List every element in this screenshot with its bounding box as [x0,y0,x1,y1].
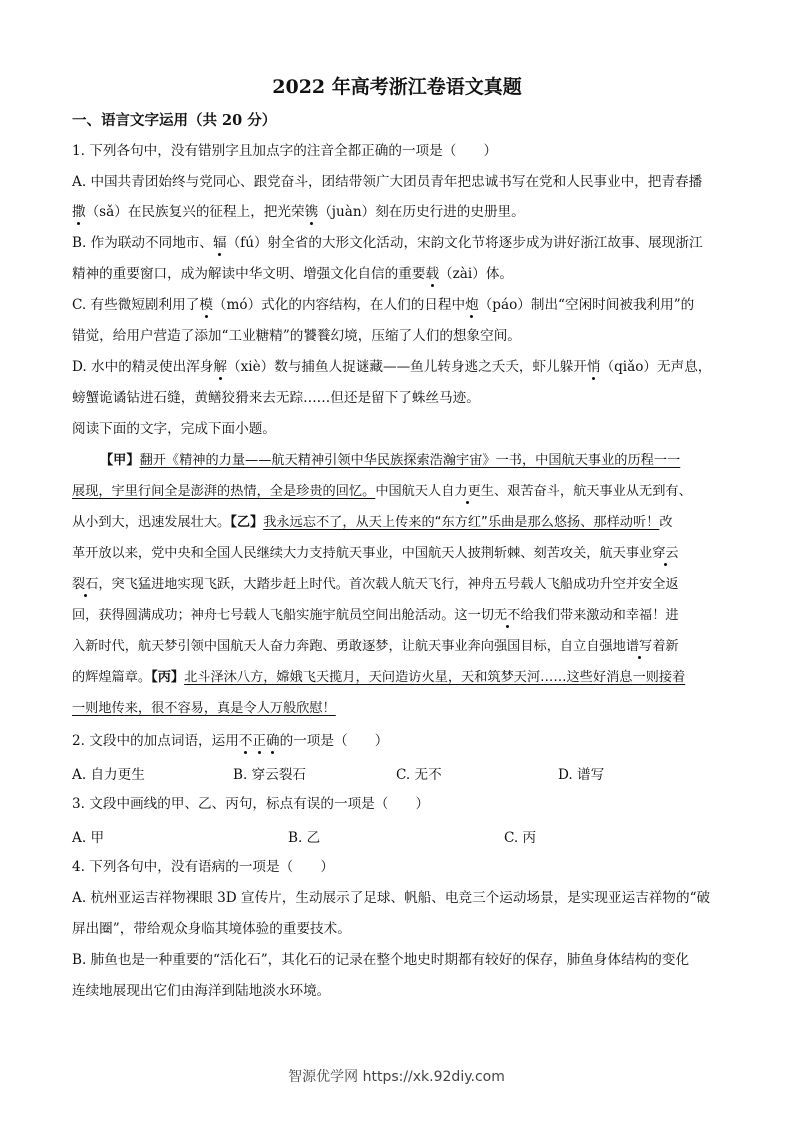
q1-option-b-line1 [72,233,724,253]
q4-option-b-line1: B. 肺鱼也是一种重要的“活化石”，其化石的记录在整个地史时期都有较好的保存，肺鱼身体结构的变化 [72,952,690,968]
underlined-sentence: 翻开《精神的力量——航天精神引领中华民族探索浩瀚宇宙》一书，中国航天事业的历程一一 [139,453,681,468]
q1-option-d-line2: 螃蟹诡谲钻进石缝，黄鳝狡猾来去无踪……但还是留下了蛛丝马迹。 [72,390,480,406]
q4-option-b-line2: 连续地展现出它们由海洋到陆地淡水环境。 [72,983,331,999]
passage-line [72,513,724,533]
q4-stem: 4. 下列各句中，没有语病的一项是（ ） [72,859,334,875]
q1-option-d-line1 [72,357,724,377]
text-span: （fú）射全省的大形文化活动，宋韵文化节将逐步成为讲好浙江故事、展现浙江 [226,235,703,251]
q2-option-c: C. 无不 [396,767,442,783]
q1-stem: 1. 下列各句中，没有错别字且加点字的注音全都正确的一项是（ ） [72,143,498,159]
passage-line [100,451,724,471]
passage-line [72,668,724,688]
q2-option-a: A. 自力更生 [72,767,145,783]
text-span: （qiǎo）无声息， [600,359,712,375]
section-heading: 一、语言文字运用（共 20 分） [72,112,277,129]
text-span: （juàn）刻在历史行进的史册里。 [318,204,525,220]
text-span: 回，获得圆满成功；神舟七号载人飞船实施宇航员空间出舱活动。这一切 [72,608,494,623]
q3-stem: 3. 文段中画线的甲、乙、丙句，标点有误的一项是（ ） [72,796,430,812]
q3-option-c: C. 丙 [504,830,537,846]
q1-option-a-line2 [72,202,724,222]
underlined-sentence: 展现，宇里行间全是澎湃的热情，全是珍贵的回忆。 [72,484,376,499]
text-span: （mó）式化的内容结构，在人们的日程中 [212,297,466,313]
text-span: C. 有些微短剧利用了 [72,297,200,313]
q2-stem [72,731,724,751]
q1-option-a-line1: A. 中国共青团始终与党同心、跟党奋斗，团结带领广大团员青年把忠诚书写在党和人民事业中，把青春播 [72,174,703,190]
dotted-char: 辐 [212,235,227,251]
q2-option-d: D. 谱写 [558,767,605,783]
dotted-word: 谱写 [625,639,653,654]
text-span: 的一项是（ ） [279,733,389,749]
page-title: 2022 年高考浙江卷语文真题 [272,76,522,98]
dotted-char: 炮 [465,297,479,313]
dotted-word: 自力更生 [441,484,494,499]
q3-option-b: B. 乙 [288,830,321,846]
q3-option-a: A. 甲 [72,830,105,846]
passage-marker-jia: 【甲】 [100,453,140,468]
dotted-char: 悄 [586,359,601,375]
dotted-word: 裂石 [72,577,99,592]
passage-line [72,575,724,595]
text-span: 、艰苦奋斗，航天事业从无到有、 [494,484,692,499]
reading-instruction: 阅读下面的文字，完成下面小题。 [72,421,276,437]
dotted-char: 解 [213,359,227,375]
text-span: ，突飞猛进地实现飞跃，大踏步赶上时代。首次载人航天飞行，神舟五号载人飞船成功升空并安全返 [98,577,679,592]
passage-line [72,637,724,657]
passage-line [72,482,724,502]
dotted-word: 无不 [494,608,521,623]
text-span: 改 [659,515,673,530]
text-span: 给我们带来激动和幸福！进 [520,608,679,623]
dotted-char: 正 [252,733,267,749]
passage-line [72,544,724,564]
underlined-sentence: 我永远忘不了，从天上传来的“东方红”乐曲是那么悠扬、那样动听！ [263,515,660,530]
dotted-char: 不 [238,733,253,749]
text-span: 中国航天人 [375,484,442,499]
q1-option-b-line2 [72,264,724,284]
underlined-sentence: 北斗泽沐八方，嫦娥飞天揽月，天问造访火星，天和筑梦天河……这些好消息一则接着 [184,670,686,685]
q1-option-c-line1 [72,295,724,315]
text-span: （sǎ）在民族复兴的征程上，把光荣 [85,204,305,220]
text-span: 的辉煌篇章。 [72,670,152,685]
dotted-char: 撒 [72,204,86,220]
text-span: 着新 [652,639,679,654]
passage-line [72,699,724,719]
text-span: 革开放以来，党中央和全国人民继续大力支持航天事业，中国航天人披荆斩棘、刻苦攻关，航天事业 [72,546,653,561]
text-span: D. 水中的精灵使出浑身 [72,359,214,375]
footer-watermark: 智源优学网 https://xk.92diy.com [288,1069,505,1085]
underlined-sentence: 一则地传来，很不容易，真是令人万般欣慰！ [72,701,336,716]
text-span: （páo）制出“空闲时间被我利用”的 [478,297,695,313]
text-span: 从小到大，迅速发展壮大。 [72,515,231,530]
q2-option-b: B. 穿云裂石 [233,767,307,783]
dotted-char: 模 [199,297,213,313]
passage-line [72,606,724,626]
text-span: 精神的重要窗口，成为解读中华文明、增强文化自信的重要 [72,266,426,282]
text-span: （xiè）数与捕鱼人捉谜藏——鱼儿转身逃之夭夭，虾儿躲开 [227,359,587,375]
text-span: （zài）体。 [439,266,514,282]
q4-option-a-line1: A. 杭州亚运吉祥物裸眼 3D 宣传片，生动展示了足球、帆船、电竞三个运动场景，是实现亚运吉祥物的“破 [72,890,711,906]
passage-marker-yi: 【乙】 [230,515,264,530]
dotted-char: 载 [425,266,440,282]
q4-option-a-line2: 屏出圈”，带给观众身临其境体验的重要技术。 [72,921,351,937]
text-span: B. 作为联动不同地市、 [72,235,213,251]
passage-marker-bing: 【丙】 [151,670,185,685]
dotted-char: 镌 [304,204,319,220]
q1-option-c-line2: 错觉，给用户营造了添加“工业糖精”的饕餮幻境，压缩了人们的想象空间。 [72,328,521,344]
dotted-char: 确 [266,733,280,749]
dotted-word: 穿云 [652,546,679,561]
text-span: 2. 文段中的加点词语，运用 [72,733,239,749]
text-span: 入新时代，航天梦引领中国航天人奋力奔跑、勇敢逐梦，让航天事业奔向强国目标，自立自强地 [72,639,626,654]
